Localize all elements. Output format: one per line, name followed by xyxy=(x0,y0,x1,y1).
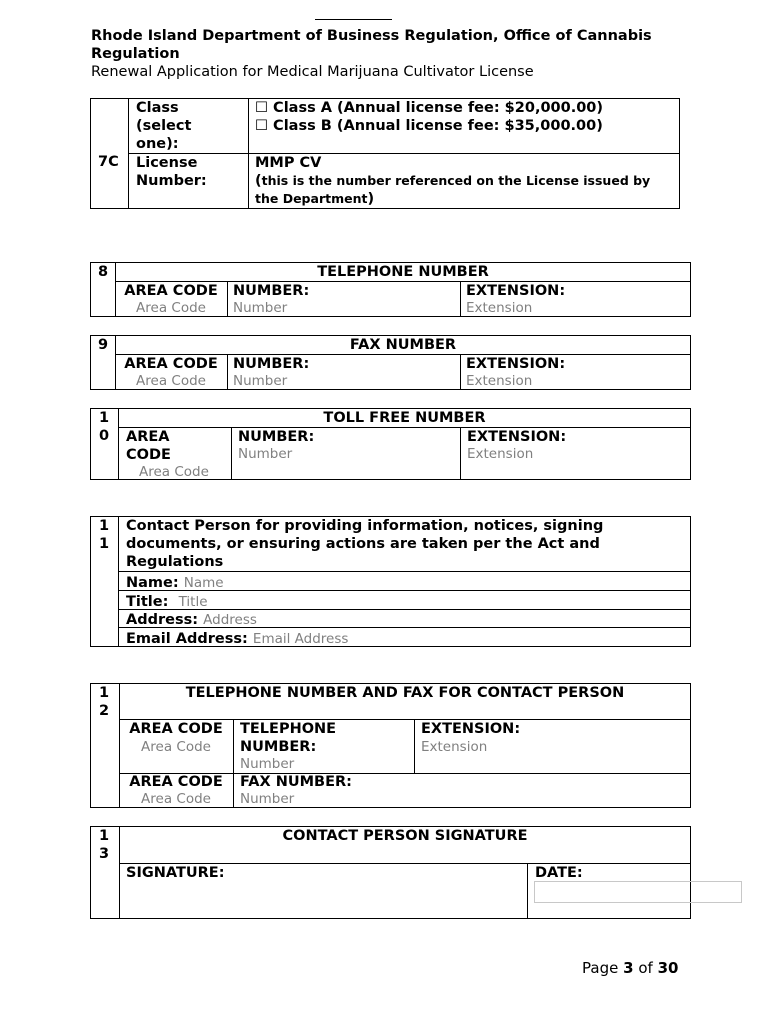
extension-label: EXTENSION: xyxy=(467,429,567,445)
number-input[interactable]: Number xyxy=(233,300,288,316)
fax-area-code-label: AREA CODE xyxy=(129,774,223,790)
top-rule xyxy=(315,19,392,20)
section-number: 1 xyxy=(99,828,110,844)
number-label: NUMBER: xyxy=(238,429,315,445)
address-input[interactable]: Address xyxy=(203,612,257,628)
telephone-input[interactable]: Number xyxy=(240,756,295,772)
divider xyxy=(414,719,415,773)
title-row xyxy=(126,591,208,611)
section-number: 1 xyxy=(99,685,110,701)
date-input[interactable] xyxy=(534,881,742,903)
section-number: 3 xyxy=(99,846,110,862)
number-input[interactable]: Number xyxy=(238,446,293,462)
area-code-input[interactable]: Area Code xyxy=(136,300,206,316)
extension-input[interactable]: Extension xyxy=(466,373,533,389)
title-input[interactable]: Title xyxy=(178,594,208,610)
number-label: NUMBER: xyxy=(233,283,310,299)
area-code-label: AREA CODE xyxy=(124,283,218,299)
page-subtitle: Renewal Application for Medical Marijuana Cultivator License xyxy=(91,64,534,80)
extension-input[interactable]: Extension xyxy=(421,739,488,755)
email-label: Email Address: xyxy=(126,631,248,647)
contact-heading: Contact Person for providing information, notices, signing documents, or ensuring actions are taken per the Act and Regulations xyxy=(126,518,604,570)
class-label: Class (select one): xyxy=(136,100,192,152)
section-number: 1 xyxy=(99,518,110,534)
name-label: Name: xyxy=(126,575,179,591)
title-label: Title: xyxy=(126,594,169,610)
section-number: 2 xyxy=(99,703,110,719)
divider xyxy=(227,354,228,390)
page-title: Rhode Island Department of Business Regulation, Office of Cannabis Regulation xyxy=(91,28,652,62)
fax-number-input[interactable]: Number xyxy=(240,791,295,807)
fax-area-code-input[interactable]: Area Code xyxy=(141,791,211,807)
class-b-checkbox[interactable]: ☐ Class B (Annual license fee: $35,000.00) xyxy=(255,118,603,134)
signature-field[interactable] xyxy=(126,884,521,916)
area-code-input[interactable]: Area Code xyxy=(141,739,211,755)
name-row xyxy=(126,572,224,592)
email-input[interactable]: Email Address xyxy=(252,631,349,647)
number-input[interactable]: Number xyxy=(233,373,288,389)
area-code-label: AREA CODE xyxy=(124,356,218,372)
contact-phone-heading: TELEPHONE NUMBER AND FAX FOR CONTACT PERSON xyxy=(185,685,625,701)
area-code-label: AREA xyxy=(126,429,170,445)
telephone-label: TELEPHONE xyxy=(240,721,337,737)
area-code-label: AREA CODE xyxy=(129,721,223,737)
divider xyxy=(460,281,461,317)
divider xyxy=(233,719,234,808)
signature-label: SIGNATURE: xyxy=(126,865,225,881)
divider xyxy=(460,427,461,480)
divider xyxy=(527,863,528,919)
license-note: (this is the number referenced on the License issued by the Department) xyxy=(255,173,651,207)
extension-input[interactable]: Extension xyxy=(467,446,534,462)
toll-free-heading: TOLL FREE NUMBER xyxy=(323,410,486,426)
section-number: 9 xyxy=(98,337,109,353)
license-label: License Number: xyxy=(136,155,207,189)
telephone-heading: TELEPHONE NUMBER xyxy=(317,264,489,280)
area-code-label: CODE xyxy=(126,447,171,463)
number-label: NUMBER: xyxy=(233,356,310,372)
section-number: 1 xyxy=(99,536,110,552)
address-label: Address: xyxy=(126,612,199,628)
section-number: 7C xyxy=(98,154,119,170)
extension-label: EXTENSION: xyxy=(466,356,566,372)
signature-heading: CONTACT PERSON SIGNATURE xyxy=(282,828,528,844)
area-code-input[interactable]: Area Code xyxy=(136,373,206,389)
divider xyxy=(118,427,691,428)
divider xyxy=(227,281,228,317)
name-input[interactable]: Name xyxy=(183,575,224,591)
fax-number-label: FAX NUMBER: xyxy=(240,774,352,790)
date-label: DATE: xyxy=(535,865,583,881)
area-code-input[interactable]: Area Code xyxy=(139,464,209,480)
page-indicator: Page 3 of 30 xyxy=(582,959,679,977)
section-number: 0 xyxy=(99,428,110,444)
extension-label: EXTENSION: xyxy=(421,721,521,737)
section-number: 8 xyxy=(98,264,109,280)
extension-label: EXTENSION: xyxy=(466,283,566,299)
fax-heading: FAX NUMBER xyxy=(349,337,457,353)
telephone-label: NUMBER: xyxy=(240,739,317,755)
address-row xyxy=(126,609,257,629)
section-number: 1 xyxy=(99,410,110,426)
class-a-checkbox[interactable]: ☐ Class A (Annual license fee: $20,000.00) xyxy=(255,100,604,116)
license-prefix: MMP CV xyxy=(255,155,322,171)
divider xyxy=(231,427,232,480)
divider xyxy=(460,354,461,390)
extension-input[interactable]: Extension xyxy=(466,300,533,316)
email-row xyxy=(126,628,348,648)
